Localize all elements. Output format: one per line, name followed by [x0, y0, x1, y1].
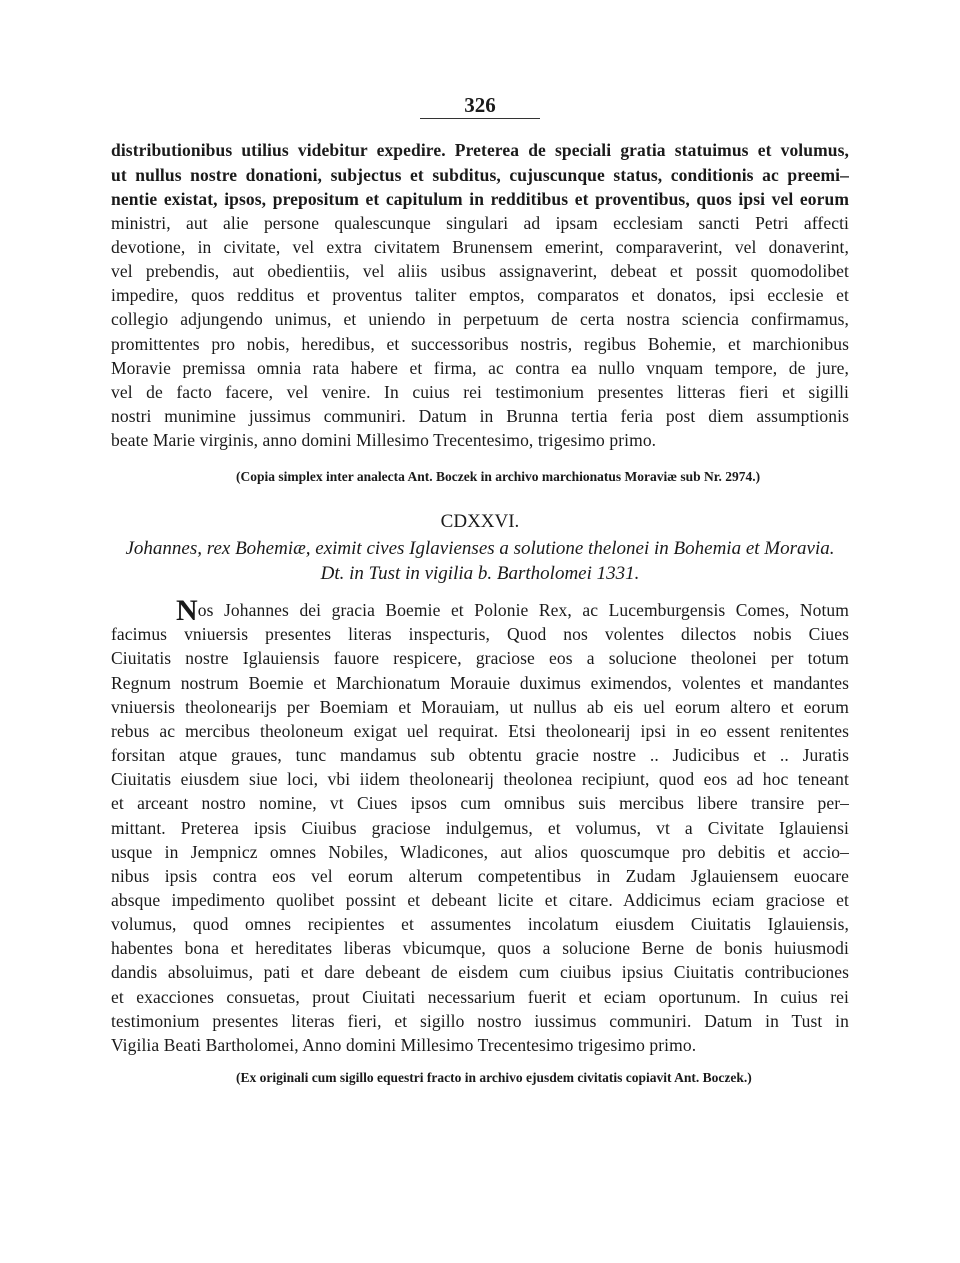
first-line-text: os Johannes dei gracia Boemie et Polonie Rex, ac Lucemburgensis Comes, Notum — [197, 600, 849, 620]
text-line: usque in Jempnicz omnes Nobiles, Wladicones, aut alios quoscumque pro debitis et accio– — [111, 842, 849, 862]
drop-cap: N — [176, 594, 198, 627]
text-line: vel prebendis, aut obedientiis, vel aliis usibus assignaverint, debeat et possit quomodolibet — [111, 261, 849, 281]
text-line: habentes bona et hereditates liberas vbicumque, quos a solucione Berne de bonis huiusmodi — [111, 938, 849, 958]
text-line: vniuersis theolonearijs per Boemiam et Morauiam, ut nullus ab eis uel eorum altero et eorum — [111, 697, 849, 717]
text-line: Ciuitatis nostre Iglauiensis fauore respicere, graciose eos a solucione theolonei per totum — [111, 648, 849, 668]
page-number-rule — [420, 118, 540, 119]
text-line: absque impedimento quolibet possint et debeant licite et citare. Addicimus eciam graciose et — [111, 890, 849, 910]
text-line: volumus, quod omnes recipientes et assumentes incolatum eiusdem Ciuitatis Iglauiensis, — [111, 914, 849, 934]
text-line: testimonium presentes literas fieri, et sigillo nostro iussimus communiri. Datum in Tust in — [111, 1011, 849, 1031]
text-line: Vigilia Beati Bartholomei, Anno domini Millesimo Trecentesimo trigesimo primo. — [111, 1035, 697, 1055]
text-line: Regnum nostrum Boemie et Marchionatum Morauie duximus eximendos, volentes et mandantes — [111, 673, 849, 693]
text-line: devotione, in civitate, vel extra civitatem Brunensem emerint, comparaverint, vel donaverint, — [111, 237, 849, 257]
text-line: dandis absoluimus, pati et dare debeant de eisdem cum ciuibus ipsius Ciuitatis contribuciones — [111, 962, 849, 982]
text-line: impedire, quos redditus et proventus taliter emptos, comparatos et donatos, ipsi ecclesie et — [111, 285, 849, 305]
first-text-line — [176, 596, 849, 626]
text-line: Moravie premissa omnia rata habere et firma, ac contra ea nullo vnquam tempore, de jure, — [111, 358, 849, 378]
document-title: Johannes, rex Bohemiæ, eximit cives Iglavienses a solutione thelonei in Bohemia et Moravia. — [125, 538, 835, 559]
text-line: forsitan atque graues, tunc mandamus sub obtentu gracie nostre .. Judicibus et .. Juratis — [111, 745, 849, 765]
text-line: rebus ac mercibus theoloneum exigat uel requirat. Etsi theolonearij ipsi in eo essent renitentes — [111, 721, 849, 741]
text-line: facimus vniuersis presentes literas inspecturis, Quod nos volentes dilectos nobis Ciues — [111, 624, 849, 644]
text-line: Ciuitatis eiusdem siue loci, vbi iidem theolonearij theolonea recipiunt, quod eos ad hoc teneant — [111, 769, 849, 789]
source-note: (Copia simplex inter analecta Ant. Boczek in archivo marchionatus Moraviæ sub Nr. 2974.) — [236, 469, 761, 484]
text-line: distributionibus utilius videbitur expedire. Preterea de speciali gratia statuimus et volumus, — [111, 140, 849, 160]
document-number: CDXXVI. — [440, 511, 520, 532]
source-note: (Ex originali cum sigillo equestri fracto in archivo ejusdem civitatis copiavit Ant. Boczek.) — [236, 1070, 752, 1085]
text-line: ut nullus nostre donationi, subjectus et subditus, cujuscunque status, conditionis ac preemi– — [111, 165, 849, 185]
document-dating: Dt. in Tust in vigilia b. Bartholomei 1331. — [320, 563, 640, 584]
text-line: nentie existat, ipsos, prepositum et capitulum in redditibus et proventibus, quos ipsi vel eorum — [111, 189, 849, 209]
text-line: promittentes pro nobis, heredibus, et successoribus nostris, regibus Bohemie, et marchionibus — [111, 334, 849, 354]
text-line: nostri munimine jussimus communiri. Datum in Brunna tertia feria post diem assumptionis — [111, 406, 849, 426]
text-line: mittant. Preterea ipsis Ciuibus graciose indulgemus, et volumus, vt a Civitate Iglauiensi — [111, 818, 849, 838]
text-line: et exacciones consuetas, prout Ciuitati necessarium fuerit et eciam oportunum. In cuius rei — [111, 987, 849, 1007]
text-line: collegio adjungendo unimus, et uniendo in perpetuum de certa nostra sciencia confirmamus, — [111, 309, 849, 329]
text-line: et arceant nostro nomine, vt Ciues ipsos cum omnibus suis mercibus libere transire per– — [111, 793, 849, 813]
text-line: ministri, aut alie persone qualescunque singulari ad ipsam ecclesiam sancti Petri affecti — [111, 213, 849, 233]
page-number: 326 — [464, 93, 496, 117]
text-line: beate Marie virginis, anno domini Millesimo Trecentesimo, trigesimo primo. — [111, 430, 657, 450]
text-line: nibus ipsis contra eos vel eorum alterum competentibus in Zudam Jglauiensem euocare — [111, 866, 849, 886]
text-line: vel de facto facere, vel venire. In cuius rei testimonium presentes litteras fieri et sigilli — [111, 382, 849, 402]
